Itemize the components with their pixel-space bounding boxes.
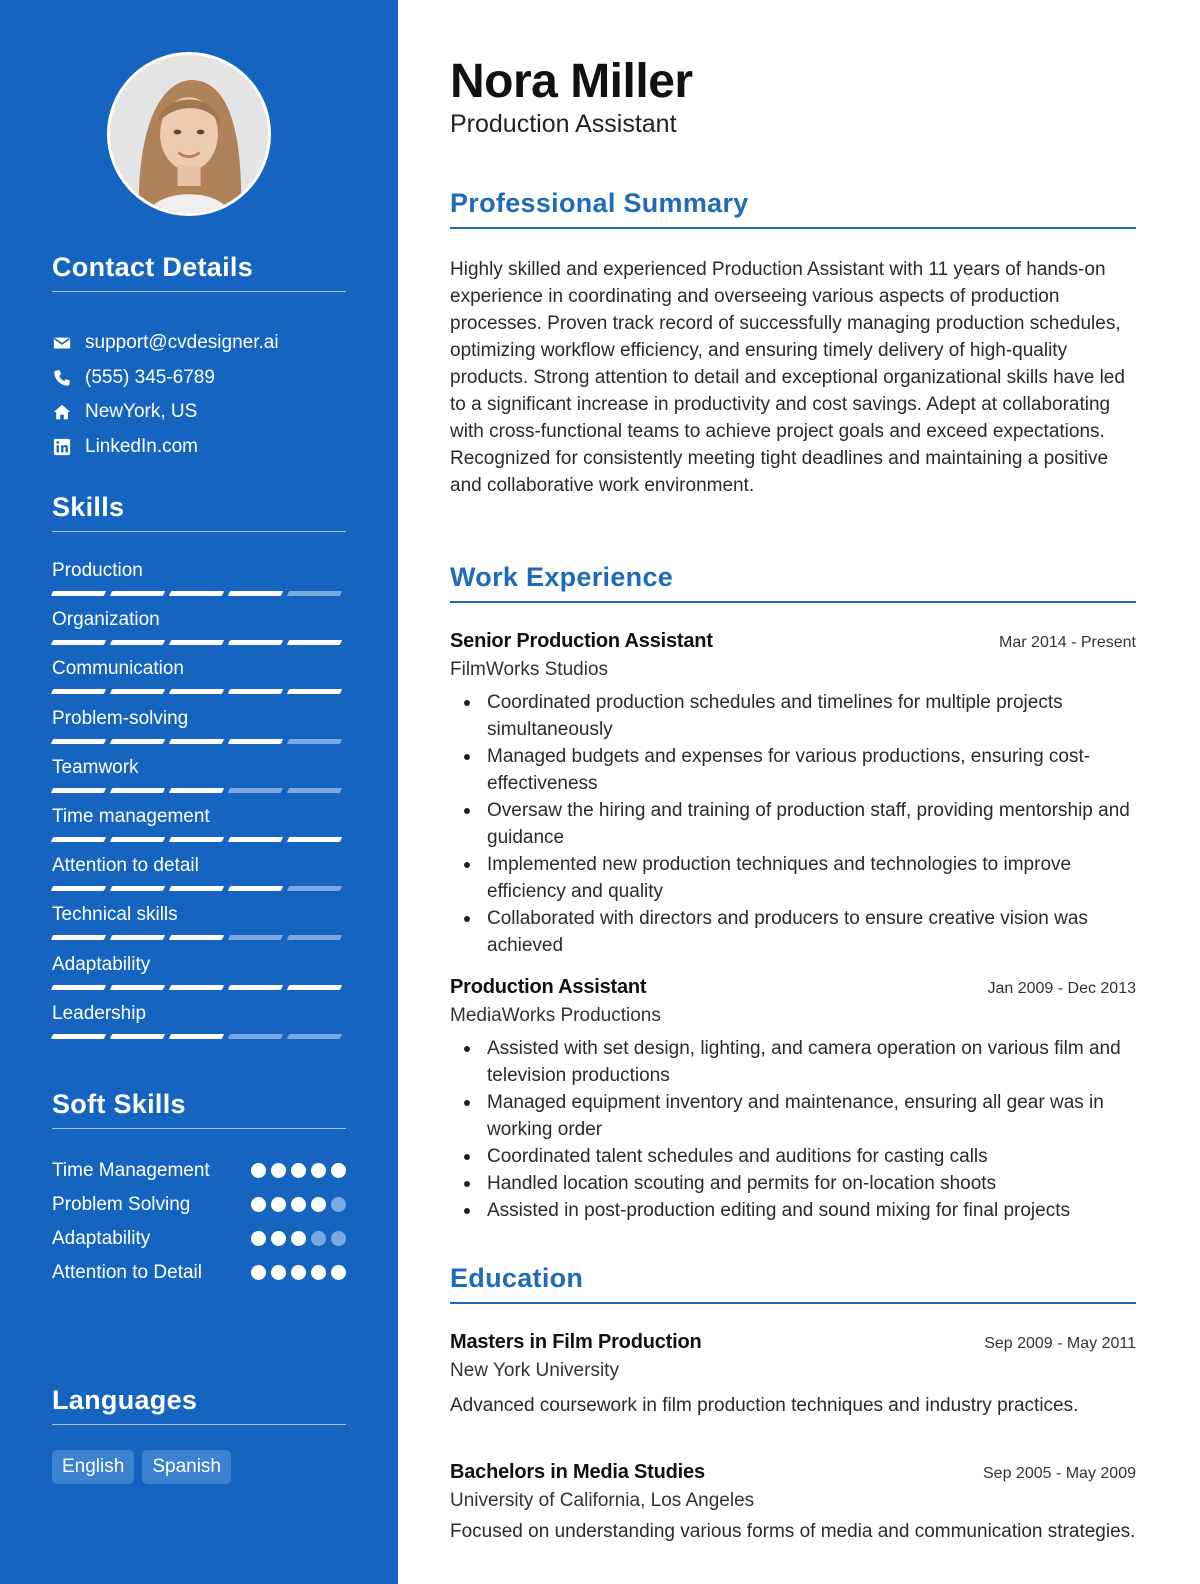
job-title: Production Assistant <box>450 976 647 998</box>
skill-item <box>52 757 346 806</box>
skill-level-segment <box>51 788 106 793</box>
skill-level-segment <box>228 689 283 694</box>
skill-level-bar <box>52 739 346 744</box>
rating-dot <box>331 1163 346 1178</box>
envelope-icon <box>52 333 72 353</box>
soft-skill-name: Attention to Detail <box>52 1262 202 1283</box>
skill-level-segment <box>287 689 342 694</box>
skill-level-segment <box>169 788 224 793</box>
summary-text: Highly skilled and experienced Production Assistant with 11 years of hands-on experience in coordinating and overseeing various aspects of production processes. Proven track record of successfully managing production schedules, optimizing workflow efficiency, and ensuring timely delivery of high-quality products. Strong attention to detail and exceptional organizational skills have led to a significant increase in productivity and cost savings. Adept at collaborating with cross-functional teams to achieve project goals and exceed expectations. Recognized for consistently meeting tight deadlines and maintaining a positive and collaborative work environment. <box>450 259 1125 496</box>
skill-level-segment <box>228 640 283 645</box>
skill-level-bar <box>52 985 346 990</box>
education-description: Advanced coursework in film production techniques and industry practices. <box>450 1395 1079 1416</box>
soft-skill-rating <box>251 1197 346 1212</box>
skill-item <box>52 609 346 658</box>
contact-location-text: NewYork, US <box>85 401 198 423</box>
skill-level-segment <box>287 739 342 744</box>
skill-level-segment <box>287 1034 342 1039</box>
skill-level-bar <box>52 591 346 596</box>
skill-level-bar <box>52 788 346 793</box>
skill-level-segment <box>287 935 342 940</box>
contact-location <box>52 395 346 430</box>
soft-skill-item <box>52 1225 346 1253</box>
contact-phone[interactable] <box>52 361 346 396</box>
rating-dot <box>271 1265 286 1280</box>
summary-heading: Professional Summary <box>450 188 1136 229</box>
skill-level-segment <box>51 689 106 694</box>
job-bullets <box>450 689 1136 959</box>
rating-dot <box>331 1197 346 1212</box>
skill-list <box>52 560 346 1052</box>
skill-level-segment <box>51 640 106 645</box>
skill-level-segment <box>169 640 224 645</box>
job-bullet: Coordinated production schedules and timelines for multiple projects simultaneously <box>450 689 1136 743</box>
skill-level-segment <box>228 788 283 793</box>
rating-dot <box>311 1265 326 1280</box>
soft-skill-rating <box>251 1163 346 1178</box>
skill-level-segment <box>51 886 106 891</box>
skill-level-segment <box>169 985 224 990</box>
skill-level-segment <box>51 739 106 744</box>
soft-skill-item <box>52 1157 346 1185</box>
job-date: Jan 2009 - Dec 2013 <box>987 980 1136 997</box>
education-date: Sep 2005 - May 2009 <box>983 1465 1136 1482</box>
skill-level-bar <box>52 1034 346 1039</box>
skills-heading: Skills <box>52 492 346 532</box>
skill-level-segment <box>169 1034 224 1039</box>
contact-linkedin[interactable] <box>52 430 346 465</box>
job-entry <box>450 976 1136 1224</box>
job-bullet: Oversaw the hiring and training of production staff, providing mentorship and guidance <box>450 797 1136 851</box>
rating-dot <box>311 1231 326 1246</box>
skill-name: Production <box>52 560 143 581</box>
skill-level-segment <box>228 837 283 842</box>
skill-item <box>52 954 346 1003</box>
job-bullet: Managed budgets and expenses for various productions, ensuring cost-effectiveness <box>450 743 1136 797</box>
skill-name: Organization <box>52 609 160 631</box>
soft-skills-heading: Soft Skills <box>52 1089 346 1129</box>
skill-level-segment <box>169 837 224 842</box>
education-heading: Education <box>450 1263 1136 1304</box>
skill-level-segment <box>287 640 342 645</box>
job-bullet: Handled location scouting and permits for on-location shoots <box>450 1170 1136 1197</box>
skill-name: Communication <box>52 658 184 680</box>
soft-skill-rating <box>251 1265 346 1280</box>
sidebar <box>0 0 398 1584</box>
contact-phone-text: (555) 345-6789 <box>85 366 215 388</box>
skill-level-segment <box>110 689 165 694</box>
contact-heading: Contact Details <box>52 252 346 292</box>
skill-level-segment <box>228 886 283 891</box>
degree-title: Bachelors in Media Studies <box>450 1461 705 1483</box>
language-list <box>52 1450 346 1484</box>
soft-skill-name: Adaptability <box>52 1228 151 1249</box>
skill-level-bar <box>52 886 346 891</box>
rating-dot <box>331 1231 346 1246</box>
job-bullets <box>450 1035 1136 1224</box>
candidate-role: Production Assistant <box>450 110 677 138</box>
degree-title: Masters in Film Production <box>450 1331 702 1353</box>
skill-level-segment <box>228 935 283 940</box>
experience-heading: Work Experience <box>450 562 1136 603</box>
skill-item <box>52 855 346 904</box>
skill-level-segment <box>169 935 224 940</box>
contact-email-text: support@cvdesigner.ai <box>85 332 279 354</box>
job-bullet: Managed equipment inventory and maintenance, ensuring all gear was in working order <box>450 1089 1136 1143</box>
skill-level-segment <box>110 837 165 842</box>
skill-level-segment <box>51 837 106 842</box>
skill-level-segment <box>169 886 224 891</box>
soft-skill-name: Time Management <box>52 1160 210 1181</box>
rating-dot <box>331 1265 346 1280</box>
skill-level-segment <box>110 1034 165 1039</box>
rating-dot <box>291 1197 306 1212</box>
rating-dot <box>251 1231 266 1246</box>
rating-dot <box>291 1231 306 1246</box>
skill-name: Adaptability <box>52 953 151 975</box>
skill-level-bar <box>52 689 346 694</box>
skill-level-segment <box>110 886 165 891</box>
skill-level-segment <box>51 591 106 596</box>
job-bullet: Collaborated with directors and producers to ensure creative vision was achieved <box>450 905 1136 959</box>
skill-level-bar <box>52 640 346 645</box>
skill-level-segment <box>169 739 224 744</box>
skill-item <box>52 1003 346 1052</box>
portrait-image <box>110 55 268 213</box>
skill-name: Technical skills <box>52 904 178 926</box>
skill-level-segment <box>51 1034 106 1039</box>
education-entry <box>450 1461 1136 1545</box>
soft-skill-name: Problem Solving <box>52 1194 191 1215</box>
skill-level-bar <box>52 935 346 940</box>
soft-skill-rating <box>251 1231 346 1246</box>
job-bullet: Assisted in post-production editing and sound mixing for final projects <box>450 1197 1136 1224</box>
soft-skill-list <box>52 1157 346 1287</box>
skill-level-segment <box>228 591 283 596</box>
skill-level-segment <box>287 591 342 596</box>
education-entry <box>450 1331 1136 1419</box>
job-title: Senior Production Assistant <box>450 630 713 652</box>
skill-name: Problem-solving <box>52 707 189 729</box>
education-date: Sep 2009 - May 2011 <box>984 1335 1136 1352</box>
job-company: MediaWorks Productions <box>450 1005 661 1026</box>
languages-heading: Languages <box>52 1385 346 1425</box>
rating-dot <box>291 1163 306 1178</box>
rating-dot <box>291 1265 306 1280</box>
job-bullet: Coordinated talent schedules and auditions for casting calls <box>450 1143 1136 1170</box>
skill-name: Time management <box>52 805 210 827</box>
home-icon <box>52 402 72 422</box>
job-entry <box>450 630 1136 959</box>
candidate-name: Nora Miller <box>450 55 693 108</box>
school-name: University of California, Los Angeles <box>450 1490 755 1511</box>
skill-name: Teamwork <box>52 756 139 778</box>
rating-dot <box>311 1163 326 1178</box>
job-date: Mar 2014 - Present <box>999 634 1136 651</box>
skill-level-segment <box>110 591 165 596</box>
contact-email[interactable] <box>52 326 346 361</box>
skill-level-segment <box>228 1034 283 1039</box>
soft-skill-item <box>52 1259 346 1287</box>
rating-dot <box>251 1163 266 1178</box>
linkedin-icon <box>52 437 72 457</box>
skill-name: Attention to detail <box>52 855 199 877</box>
contact-linkedin-text: LinkedIn.com <box>85 435 199 457</box>
skill-level-segment <box>169 689 224 694</box>
soft-skills-section <box>52 1089 346 1293</box>
soft-skill-item <box>52 1191 346 1219</box>
skill-level-segment <box>287 837 342 842</box>
language-badge: English <box>52 1450 134 1484</box>
language-badge: Spanish <box>142 1450 231 1484</box>
skill-level-segment <box>110 935 165 940</box>
skill-level-segment <box>287 985 342 990</box>
rating-dot <box>251 1265 266 1280</box>
skill-level-segment <box>51 985 106 990</box>
skill-level-bar <box>52 837 346 842</box>
skill-level-segment <box>287 788 342 793</box>
skill-name: Leadership <box>52 1002 147 1024</box>
skill-item <box>52 708 346 757</box>
contact-list <box>52 326 346 464</box>
contact-section <box>52 252 346 464</box>
rating-dot <box>311 1197 326 1212</box>
languages-section <box>52 1385 346 1484</box>
avatar <box>107 52 271 216</box>
job-bullet: Assisted with set design, lighting, and camera operation on various film and television productions <box>450 1035 1136 1089</box>
skill-level-segment <box>228 985 283 990</box>
skill-level-segment <box>110 788 165 793</box>
job-company: FilmWorks Studios <box>450 659 609 680</box>
skill-level-segment <box>287 886 342 891</box>
skill-level-segment <box>169 591 224 596</box>
skill-item <box>52 806 346 855</box>
education-description: Focused on understanding various forms of media and communication strategies. <box>450 1521 1136 1542</box>
phone-icon <box>52 368 72 388</box>
skill-level-segment <box>110 985 165 990</box>
rating-dot <box>271 1197 286 1212</box>
rating-dot <box>271 1163 286 1178</box>
rating-dot <box>251 1197 266 1212</box>
skill-level-segment <box>228 739 283 744</box>
skill-item <box>52 560 346 609</box>
rating-dot <box>271 1231 286 1246</box>
school-name: New York University <box>450 1360 619 1381</box>
job-bullet: Implemented new production techniques and technologies to improve efficiency and quality <box>450 851 1136 905</box>
skill-level-segment <box>110 739 165 744</box>
skill-item <box>52 904 346 953</box>
skill-level-segment <box>51 935 106 940</box>
skills-section <box>52 492 346 1052</box>
skill-item <box>52 658 346 707</box>
skill-level-segment <box>110 640 165 645</box>
